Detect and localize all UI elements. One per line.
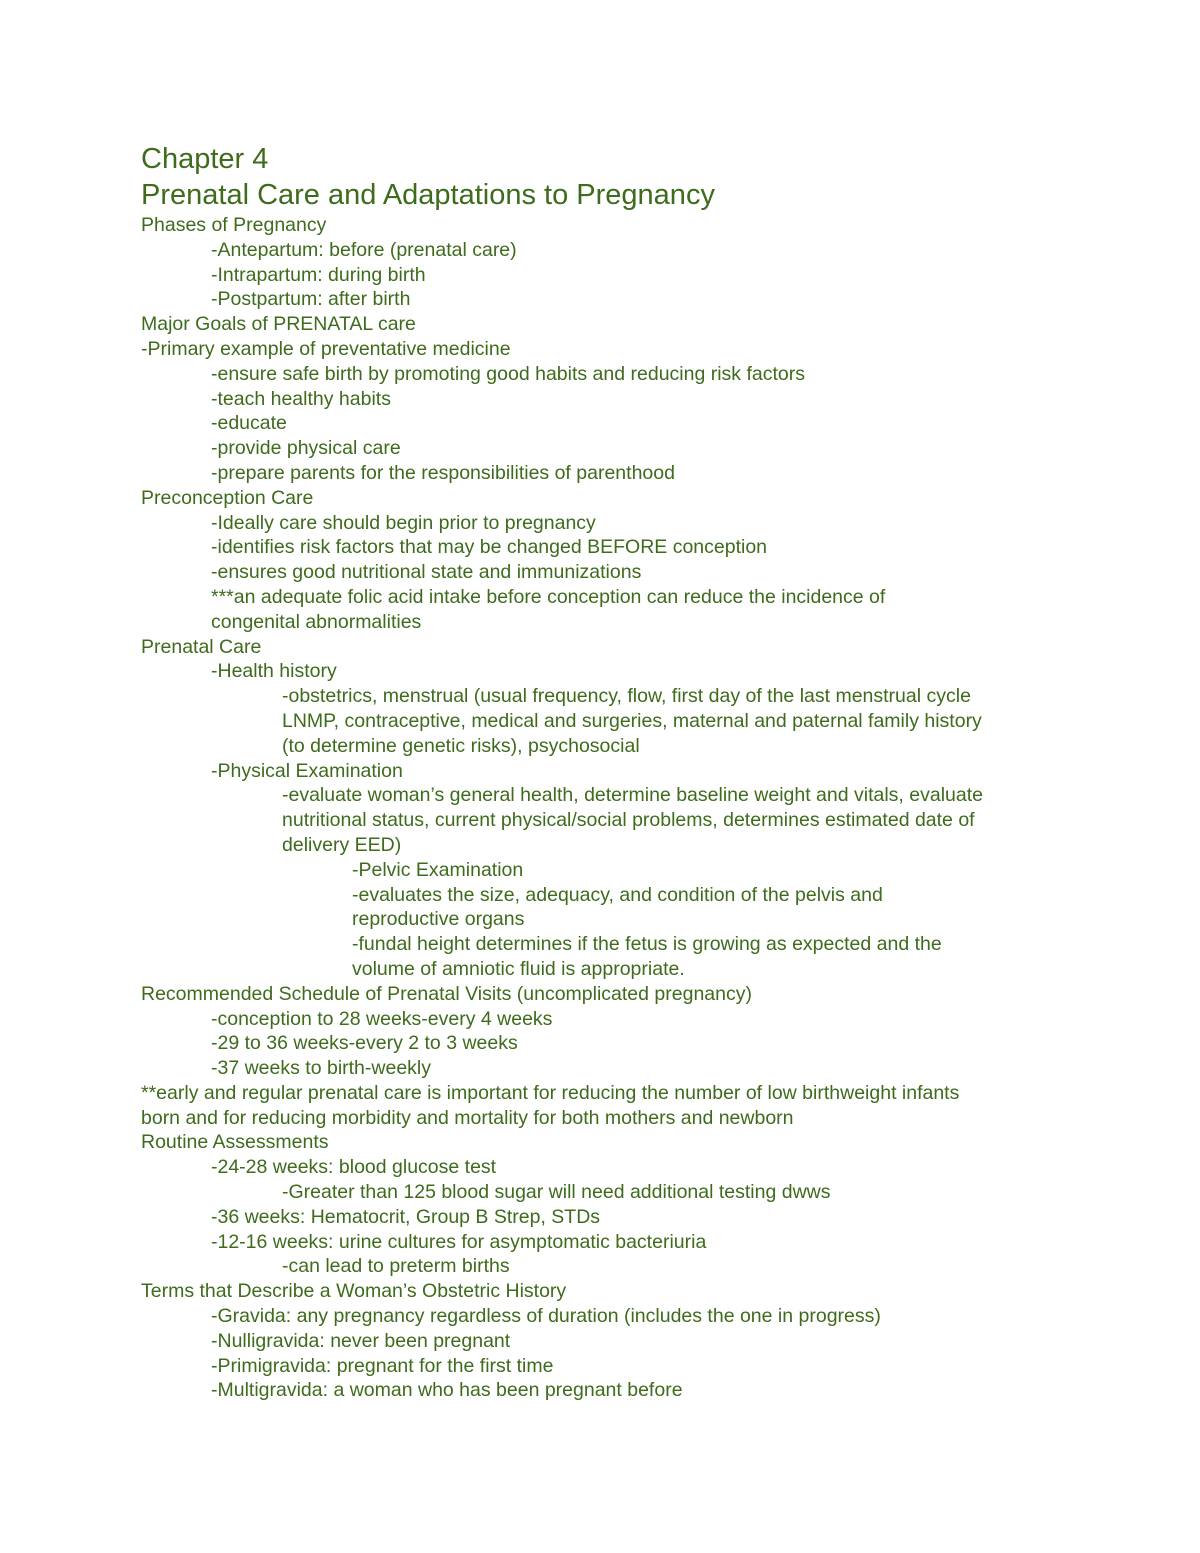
list-item: -Antepartum: before (prenatal care) (211, 238, 517, 261)
list-item: -Nulligravida: never been pregnant (211, 1329, 511, 1352)
list-item: -12-16 weeks: urine cultures for asymptomatic bacteriuria (211, 1230, 707, 1253)
list-item: -evaluate woman’s general health, determine baseline weight and vitals, evaluate (282, 784, 983, 807)
list-item: -conception to 28 weeks-every 4 weeks (211, 1007, 553, 1030)
document-title: Prenatal Care and Adaptations to Pregnancy (141, 179, 715, 211)
list-item: -educate (211, 412, 287, 435)
list-item: ***an adequate folic acid intake before conception can reduce the incidence of (211, 585, 886, 608)
section-line: Phases of Pregnancy (141, 214, 327, 236)
list-item: congenital abnormalities (211, 610, 422, 633)
list-item: -37 weeks to birth-weekly (211, 1057, 432, 1080)
section-line: -Primary example of preventative medicine (141, 337, 511, 360)
list-item: -Intrapartum: during birth (211, 263, 426, 286)
list-item: -provide physical care (211, 437, 401, 460)
list-item: -prepare parents for the responsibilities of parenthood (211, 461, 675, 484)
list-item: -Postpartum: after birth (211, 288, 411, 311)
section-line: Preconception Care (141, 486, 314, 509)
list-item: -Physical Examination (211, 759, 403, 782)
list-item: -can lead to preterm births (282, 1255, 510, 1278)
chapter-heading: Chapter 4 (141, 143, 269, 175)
section-line: Recommended Schedule of Prenatal Visits (uncomplicated pregnancy) (141, 982, 752, 1005)
list-item: -teach healthy habits (211, 387, 391, 410)
list-item: LNMP, contraceptive, medical and surgeries, maternal and paternal family history (282, 709, 982, 732)
section-line: Routine Assessments (141, 1131, 329, 1154)
section-line: Terms that Describe a Woman’s Obstetric History (141, 1280, 567, 1303)
list-item: -Health history (211, 660, 337, 683)
list-item: nutritional status, current physical/social problems, determines estimated date of (282, 809, 975, 832)
list-item: -29 to 36 weeks-every 2 to 3 weeks (211, 1032, 518, 1055)
document-page (141, 141, 1101, 1403)
list-item: -Primigravida: pregnant for the first time (211, 1354, 554, 1377)
section-line: Prenatal Care (141, 635, 262, 658)
section-line: Major Goals of PRENATAL care (141, 313, 416, 336)
list-item: -Multigravida: a woman who has been pregnant before (211, 1379, 683, 1402)
list-item: -36 weeks: Hematocrit, Group B Strep, STDs (211, 1205, 601, 1228)
list-item: delivery EED) (282, 833, 402, 856)
list-item: -Gravida: any pregnancy regardless of duration (includes the one in progress) (211, 1305, 881, 1328)
list-item: -fundal height determines if the fetus is growing as expected and the (352, 933, 942, 956)
list-item: -Greater than 125 blood sugar will need additional testing dwws (282, 1181, 831, 1204)
list-item: -Pelvic Examination (352, 858, 524, 881)
section-line: **early and regular prenatal care is important for reducing the number of low birthweight infants (141, 1081, 960, 1104)
list-item: -identifies risk factors that may be changed BEFORE conception (211, 536, 768, 559)
list-item: -24-28 weeks: blood glucose test (211, 1156, 497, 1179)
list-item: volume of amniotic fluid is appropriate. (352, 957, 685, 980)
list-item: -evaluates the size, adequacy, and condition of the pelvis and (352, 883, 883, 906)
section-line: born and for reducing morbidity and mortality for both mothers and newborn (141, 1106, 794, 1129)
list-item: -ensures good nutritional state and immunizations (211, 561, 642, 584)
document-body (141, 213, 1101, 1403)
list-item: (to determine genetic risks), psychosocial (282, 734, 640, 757)
list-item: -ensure safe birth by promoting good habits and reducing risk factors (211, 362, 805, 385)
list-item: reproductive organs (352, 908, 525, 931)
list-item: -Ideally care should begin prior to pregnancy (211, 511, 596, 534)
list-item: -obstetrics, menstrual (usual frequency, flow, first day of the last menstrual cycle (282, 685, 971, 708)
